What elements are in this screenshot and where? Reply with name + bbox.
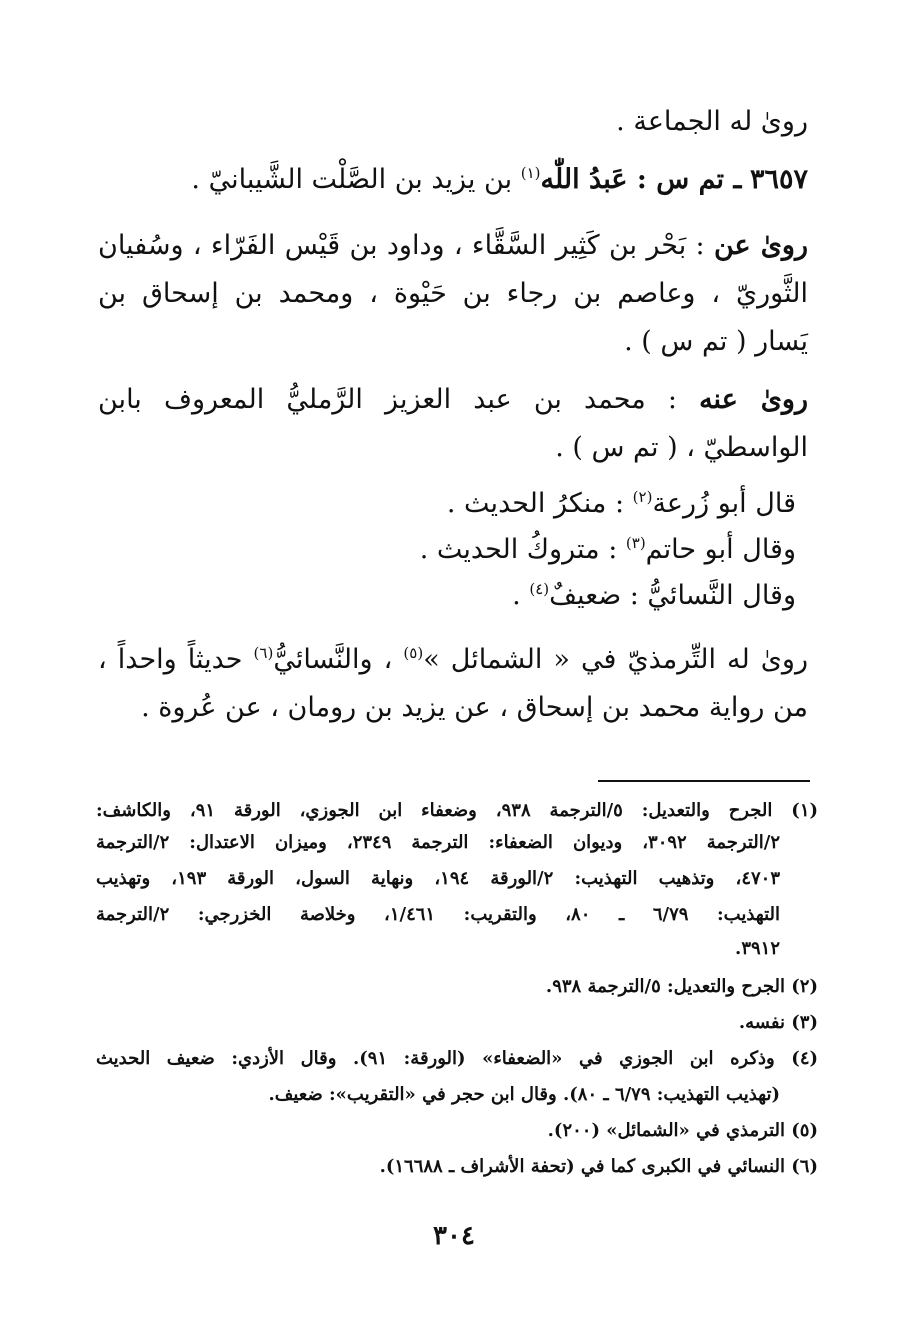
body-line-4: الثَّوريّ ، وعاصم بن رجاء بن حَيْوة ، ومحمد بن إسحاق بن [98,278,808,309]
footnote-4-line-1: (٤) وذكره ابن الجوزي في «الضعفاء» (الورقة: ٩١). وقال الأزدي: ضعيف الحديث [96,1048,819,1069]
footnote-ref-4: (٤) [529,580,550,598]
footnote-1-line-5: ٣٩١٢. [735,938,780,959]
footnote-ref-5: (٥) [403,644,424,662]
body-line-narrated-from: روىٰ عن : بَحْر بن كَثِير السَّقَّاء ، وداود بن قَيْس الفَرّاء ، وسُفيان [98,230,808,261]
footnote-1-number: (١) [791,800,819,821]
label-rawa-anhu: روىٰ عنه [699,384,808,415]
label-rawa-an: روىٰ عن [713,230,808,261]
body-line-abu-hatim: وقال أبو حاتم$^{(٣)}$ : متروكُ الحديث . [419,534,796,565]
footnote-ref-3: (٣) [625,534,646,552]
footnote-6: (٦) النسائي في الكبرى كما في (تحفة الأشراف ـ ١٦٦٨٨). [379,1156,818,1177]
footnote-3: (٣) نفسه. [738,1012,818,1033]
footnote-5-number: (٥) [791,1120,818,1141]
footnote-1-line-3: ٤٧٠٣، وتذهيب التهذيب: ٢/الورقة ١٩٤، ونهاية السول، الورقة ١٩٣، وتهذيب [96,868,780,889]
footnote-3-number: (٣) [791,1012,818,1033]
footnote-1-line-1: (١) الجرح والتعديل: ٥/الترجمة ٩٣٨، وضعفاء ابن الجوزي، الورقة ٩١، والكاشف: [96,800,819,821]
footnote-2: (٢) الجرح والتعديل: ٥/الترجمة ٩٣٨. [545,976,818,997]
footnote-4-number: (٤) [791,1048,819,1069]
footnote-1-line-2: ٢/الترجمة ٣٠٩٢، وديوان الضعفاء: الترجمة ٢٣٤٩، وميزان الاعتدال: ٢/الترجمة [96,832,781,853]
footnote-2-number: (٢) [791,976,818,997]
footnote-5: (٥) الترمذي في «الشمائل» (٢٠٠). [547,1120,818,1141]
footnote-separator [598,780,810,782]
body-line-1: روىٰ له الجماعة . [616,106,808,137]
entry-heading [98,160,808,200]
entry-symbols: ـ تم س : عَبدُ اللّٰه [540,164,742,195]
body-line-narrated-by: روىٰ عنه : محمد بن عبد العزيز الرَّمليُّ المعروف بابن [98,384,808,415]
page-number: ٣٠٤ [433,1221,475,1251]
body-line-nasai: وقال النَّسائيُّ : ضعيفٌ$^{(٤)}$ . [512,580,796,611]
footnote-4-line-2: (تهذيب التهذيب: ٦/٧٩ ـ ٨٠). وقال ابن حجر في «التقريب»: ضعيف. [268,1084,780,1105]
footnote-ref-2: (٢) [632,488,653,506]
footnote-6-number: (٦) [791,1156,818,1177]
footnote-ref-6: (٦) [253,644,274,662]
body-line-abu-zura: قال أبو زُرعة$^{(٢)}$ : منكرُ الحديث . [446,488,796,519]
body-line-7: الواسطيّ ، ( تم س ) . [555,432,808,463]
body-line-last: من رواية محمد بن إسحاق ، عن يزيد بن رومان ، عن عُروة . [141,692,808,723]
body-line-5: يَسار ( تم س ) . [624,326,808,357]
entry-number: ٣٦٥٧ [749,164,808,195]
entry-name-rest: بن يزيد بن الصَّلْت الشَّيبانيّ . [191,164,513,195]
footnote-1-line-4: التهذيب: ٦/٧٩ ـ ٨٠، والتقريب: ١/٤٦١، وخلاصة الخزرجي: ٢/الترجمة [96,904,780,925]
footnote-ref-1: (١) [520,164,541,182]
body-line-tirmidhi: روىٰ له التِّرمذيّ في « الشمائل »$^{(٥)}$ ، والنَّسائيُّ$^{(٦)}$ حديثاً واحداً ، [98,644,809,675]
